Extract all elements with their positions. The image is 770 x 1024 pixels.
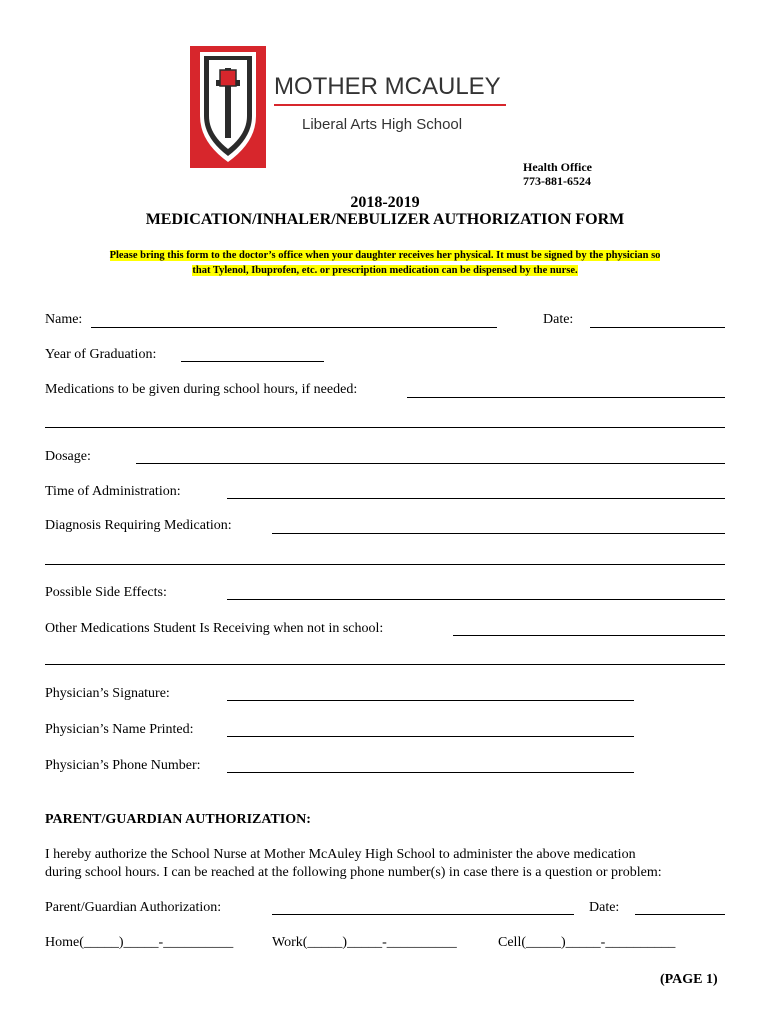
- other-medications-label: Other Medications Student Is Receiving when not in school:: [45, 621, 384, 636]
- health-office-block: [523, 160, 592, 188]
- time-of-administration-field[interactable]: [227, 498, 725, 499]
- parent-authorization-field[interactable]: [272, 914, 574, 915]
- school-year: 2018-2019: [350, 194, 420, 211]
- diagnosis-label: Diagnosis Requiring Medication:: [45, 518, 232, 533]
- page-number: (PAGE 1): [660, 972, 718, 987]
- parent-authorization-statement: [45, 846, 735, 882]
- medications-label: Medications to be given during school hours, if needed:: [45, 382, 358, 397]
- date-label: Date:: [543, 312, 574, 327]
- parent-date-label: Date:: [589, 900, 620, 915]
- work-phone-field[interactable]: Work(_____)_____-__________: [272, 935, 457, 950]
- school-subtitle: Liberal Arts High School: [302, 116, 463, 133]
- other-medications-field[interactable]: [453, 635, 725, 636]
- dosage-label: Dosage:: [45, 449, 91, 464]
- statement-line-2: during school hours. I can be reached at the following phone number(s) in case there is a question or problem:: [45, 865, 662, 880]
- logo-cross: [220, 70, 236, 86]
- graduation-year-label: Year of Graduation:: [45, 347, 157, 362]
- physician-phone-label: Physician’s Phone Number:: [45, 758, 201, 773]
- date-field[interactable]: [590, 327, 725, 328]
- form-title: MEDICATION/INHALER/NEBULIZER AUTHORIZATION FORM: [145, 211, 625, 228]
- physician-signature-label: Physician’s Signature:: [45, 686, 170, 701]
- name-label: Name:: [45, 312, 83, 327]
- notice-block: [48, 248, 722, 278]
- medications-field-continued[interactable]: [45, 427, 725, 428]
- side-effects-label: Possible Side Effects:: [45, 585, 167, 600]
- medications-field[interactable]: [407, 397, 725, 398]
- health-office-phone: 773-881-6524: [523, 174, 591, 188]
- physician-signature-field[interactable]: [227, 700, 634, 701]
- graduation-year-field[interactable]: [181, 361, 324, 362]
- parent-authorization-label: Parent/Guardian Authorization:: [45, 900, 222, 915]
- side-effects-field[interactable]: [227, 599, 725, 600]
- health-office-label: Health Office: [523, 160, 592, 174]
- home-phone-field[interactable]: Home(_____)_____-__________: [45, 935, 234, 950]
- parent-date-field[interactable]: [635, 914, 725, 915]
- dosage-field[interactable]: [136, 463, 725, 464]
- physician-phone-field[interactable]: [227, 772, 634, 773]
- diagnosis-field[interactable]: [272, 533, 725, 534]
- physician-name-field[interactable]: [227, 736, 634, 737]
- school-name: MOTHER MCAULEY: [274, 73, 501, 100]
- time-of-administration-label: Time of Administration:: [45, 484, 181, 499]
- cell-phone-field[interactable]: Cell(_____)_____-__________: [498, 935, 676, 950]
- statement-line-1: I hereby authorize the School Nurse at Mother McAuley High School to administer the above medication: [45, 847, 636, 862]
- logo-divider: [274, 104, 506, 106]
- diagnosis-field-continued[interactable]: [45, 564, 725, 565]
- notice-line-2: that Tylenol, Ibuprofen, etc. or prescription medication can be dispensed by the nurse.: [192, 265, 578, 276]
- name-field[interactable]: [91, 327, 497, 328]
- school-logo: [190, 46, 510, 168]
- parent-authorization-heading: PARENT/GUARDIAN AUTHORIZATION:: [45, 812, 311, 827]
- notice-line-1: Please bring this form to the doctor’s office when your daughter receives her physical. It must be signed by the physician so: [109, 250, 661, 261]
- other-medications-field-continued[interactable]: [45, 664, 725, 665]
- physician-name-label: Physician’s Name Printed:: [45, 722, 194, 737]
